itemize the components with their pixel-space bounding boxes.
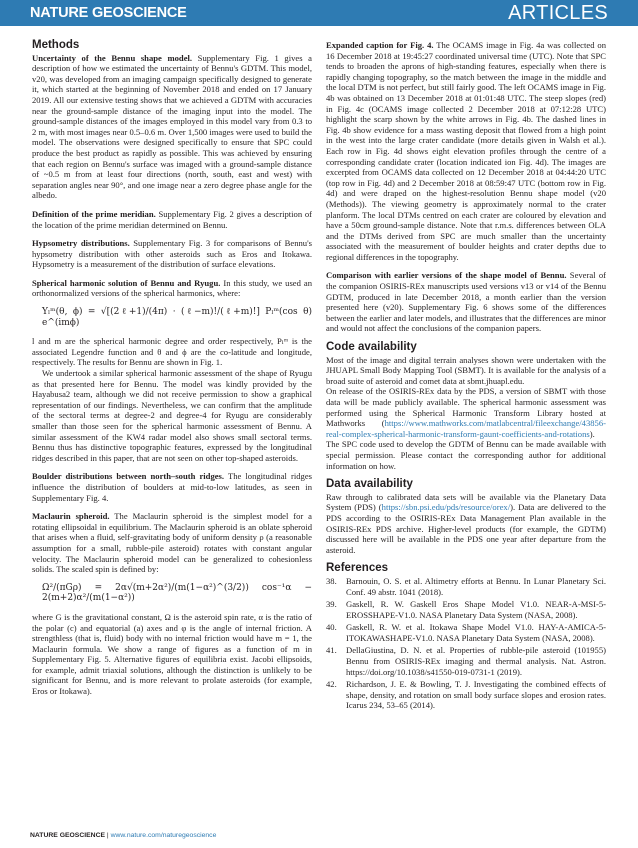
equation-spherical-harmonic: Yₗᵐ(θ, ϕ) = √[(2ℓ+1)/(4π) · (ℓ−m)!/(ℓ+m)!] Pₗᵐ(cos θ) e^(imϕ)	[42, 307, 312, 328]
references-list	[326, 576, 606, 711]
reference-item: 42. Richardson, J. E. & Bowling, T. J. Investigating the combined effects of shape, density, and rotation on small body surface slopes and erosion rates. Icarus 234, 53–65 (2014).	[326, 679, 606, 711]
paragraph-hypsometry: Hypsometry distributions. Supplementary Fig. 3 for comparisons of Bennu's hypsometry distribution with other asteroids such as Eros and Itokawa. Hypsometry is a measurement of the distribution of surface elevations.	[32, 238, 312, 270]
paragraph-code-2: On release of the OSIRIS-REx data by the PDS, a version of SBMT with those data will be made publicly available. The spherical harmonic assessment was performed using the Spherical Harmonic Transform Library hosted at Mathworks (https://www.mathworks.com/matlabcentral/fileexchange/43856-real-complex-spherical-harmonic-transform-gaunt-coefficients-and-rotations). The SPC code used to develop the GDTM of Bennu can be made available with special permission. Please contact the corresponding author for additional information on how.	[326, 386, 606, 471]
references-heading: References	[326, 562, 389, 575]
section-label: ARTICLES	[508, 2, 608, 24]
paragraph-earlier-versions: Comparison with earlier versions of the shape model of Bennu. Several of the companion OSIRIS-REx manuscripts used versions v13 or v14 of the Bennu GDTM, produced in late December 2018, a month earlier than the version presented here (v20). Supplementary Fig. 6 shows some of the differences between the earlier and later models, and illustrates that the differences are minor and would not affect the conclusions of the companion papers.	[326, 270, 606, 334]
paragraph-code-1: Most of the image and digital terrain analyses shown were undertaken with the JHUAPL Small Body Mapping Tool (SBMT). It is available for the analysis of a broad suite of asteroid and comet data at sbmt.jhuapl.edu.	[326, 354, 606, 386]
paragraph-legendre: l and m are the spherical harmonic degree and order respectively, Pₗᵐ is the associated Legendre function and θ and ϕ are the co-latitude and longitude, respectively. The results for Bennu are shown in Fig. 1.	[32, 336, 312, 368]
paragraph-maclaurin-explanation: where G is the gravitational constant, Ω is the asteroid spin rate, α is the ratio of the polar (c) and equatorial (a) axes and φ is the angle of internal friction. A strengthless (that is, fluid) body with no internal friction would have m = 1, the Maclaurin formula. We show a range of figures as a function of m in Supplementary Fig. 5. Alternative figures of equilibria exist. Jacobi ellipsoids, for example, admit triaxial solutions, although the distinction is unlikely to be significant for Bennu, and is more relevant to prolate asteroids (for example, Eros or Itokawa).	[32, 611, 312, 697]
footer-journal: NATURE GEOSCIENCE	[30, 832, 106, 839]
footer-url[interactable]: www.nature.com/naturegeoscience	[110, 832, 217, 839]
reference-item: 41. DellaGiustina, D. N. et al. Properties of rubble-pile asteroid (101955) Bennu from OSIRIS-REx imaging and thermal analysis. Nat. Astron. https://doi.org/10.1038/s41550-019-0731-1 (2019).	[326, 645, 606, 677]
paragraph-prime-meridian: Definition of the prime meridian. Supplementary Fig. 2 gives a description of the location of the prime meridian determined on Bennu.	[32, 208, 312, 230]
reference-item: 40. Gaskell, R. W. et al. Itokawa Shape Model V1.0. HAY-A-AMICA-5-ITOKAWASHAPE-V1.0. NASA Planetary Data System (NASA, 2008).	[326, 622, 606, 643]
code-availability-heading: Code availability	[326, 341, 417, 354]
data-availability-heading: Data availability	[326, 478, 413, 491]
paragraph-fig4-caption: Expanded caption for Fig. 4. The OCAMS image in Fig. 4a was collected on 16 December 2018 at 19:45:27 coordinated universal time (UTC). Note that SPC tends to broaden the aprons of high-standing features, especially when there is rapidly changing topography, so the match between the image in the middle and the local DTM is not perfect, but still fairly good. The left OCAMS image in Fig. 4b was obtained on 13 December 2018 at 01:01:48 UTC. The steep slopes (red) in Fig. 4c (OCAMS image collected 2 December 2018 at 07:12:28 UTC) highlight the scarp shown by the white arrows in Fig. 4b. The dashed lines in Fig. 4b show evidence for a mass wasting deposit that flowed from a high point in the west into the large crater candidate (more details given in Walsh et al.). Each row in Fig. 4d shows eight elevation profiles through the centre of a corresponding candidate crater (location indicated ion Fig. 4d). The images are excerpted from OCAMS data collected on 12 December 2018 at 04:44:20 UTC (top row in Fig. 4d) and 2 December 2018 at 08:59:47 UTC (bottom row in Fig. 4d) and were draped on the highest-resolution Bennu shape model (v20 (Methods)). The viewing geometry is approximately normal to the crater planform. The local DTMs centred on each crater are coloured by elevation and have a 50cm ground-sample distance. Note that r.m.s. differences between OLA and the DTMs derived from SPC are much smaller than the uncertainty associated with the measurement of boulder heights and crater depths due to regional differences in the topography.	[326, 40, 607, 262]
paragraph-maclaurin: Maclaurin spheroid. The Maclaurin spheroid is the simplest model for a rotating ellipsoidal in equilibrium. The Maclaurin spheroid is an oblate spheroid that arises when a fluid, self-gravitating body of uniform density ρ (a reasonable assumption for a small, rubble-pile asteroid) rotates with constant angular velocity. The Maclaurin spheroid model can be generalized to cohesionless solids. The scaled spin is defined by:	[32, 511, 312, 575]
pds-link[interactable]: https://sbn.psi.edu/pds/resource/orex/	[381, 502, 511, 513]
header-bar	[0, 0, 638, 26]
paragraph-shape-uncertainty: Uncertainty of the Bennu shape model. Supplementary Fig. 1 gives a description of how we estimated the uncertainty of Bennu's GDTM. This model, v20, was developed from an imaging campaign specifically designed to generate it, which started at the beginning of November 2018 and ended on 17 January 2019. All our extensive testing shows that we achieved a GDTM with accuracies near the ground-sample distance of the imaging input into the model. The ground-sample distances of the images employed in this model vary from 0.3 to 2 m, with most images near 0.5–0.6 m. Over 1,500 images were used to build the model. The observations were designed specifically to ensure that SPC could produce the best product as rapidly as possible. This was achieved by ensuring that each region on Bennu's surface was imaged with a ground-sample distance of ~0.5 m from at least four directions (north, south, east and west) with separation angles near 90°, and one image near a zero degree phase angle for the albedo.	[32, 52, 312, 201]
paragraph-ryugu: We undertook a similar spherical harmonic assessment of the shape of Ryugu as that presented here for Bennu. The model was kindly provided by the Hayabusa2 team, although we did not receive permission to show a graphical representation of our findings. Nevertheless, we can confirm that the amplitude of the sectoral terms at degree-2 and degree-4 for Ryugu are considerably smaller than those seen for the spherical harmonic assessment of Bennu. A similar assessment of the KW4 radar model also shows small sectoral terms. Bennu thus has distinctive topographic features, expressed by the longitudinal ridges described in this paper, that are not seen on other top-shaped asteroids.	[32, 368, 312, 463]
methods-heading: Methods	[32, 39, 80, 51]
journal-name: NATURE GEOSCIENCE	[30, 5, 187, 21]
equation-scaled-spin: Ω²/(πGρ) = 2α√(m+2α²)/(m(1−α²)^(3/2)) cos⁻¹α − 2(m+2)α²/(m(1−α²))	[42, 582, 312, 604]
page-footer: NATURE GEOSCIENCE | www.nature.com/naturegeoscience	[30, 832, 217, 839]
paragraph-data: Raw through to calibrated data sets will be available via the Planetary Data System (PDS) (https://sbn.psi.edu/pds/resource/orex/). Data are delivered to the PDS according to the OSIRIS-REx Data Management Plan available in the OSIRIS-REx PDS archive. Higher-level products (for example, the GDTM) discussed here will be available in the PDS one year after departure from the asteroid.	[326, 491, 606, 555]
mathworks-link[interactable]: https://www.mathworks.com/matlabcentral/fileexchange/43856-real-complex-spherical-harmonic-transform-gaunt-coefficients-and-rotations	[326, 418, 606, 439]
left-column	[32, 40, 312, 705]
reference-item: 39. Gaskell, R. W. Gaskell Eros Shape Model V1.0. NEAR-A-MSI-5-EROSSHAPE-V1.0. NASA Planetary Data System (NASA, 2008).	[326, 599, 606, 620]
reference-item: 38. Barnouin, O. S. et al. Altimetry efforts at Bennu. In Lunar Planetary Sci. Conf. 49 abstr. 1041 (2018).	[326, 575, 606, 597]
paragraph-boulders: Boulder distributions between north–south ridges. The longitudinal ridges influence the distribution of boulders at mid-to-low latitudes, as seen in Supplementary Fig. 4.	[32, 471, 312, 503]
paragraph-spherical-harmonic: Spherical harmonic solution of Bennu and Ryugu. In this study, we used an orthonormalized versions of the spherical harmonics, where:	[32, 277, 312, 299]
right-column	[326, 40, 606, 713]
